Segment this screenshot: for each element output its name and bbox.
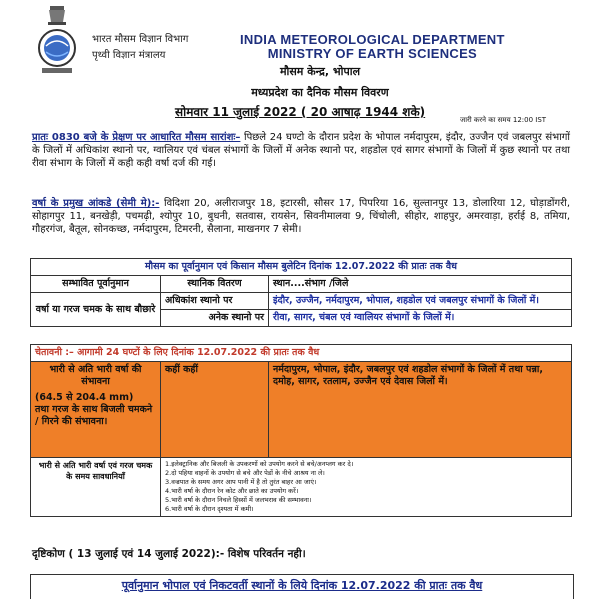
forecast-distribution-2: अनेक स्थानो पर	[161, 310, 269, 327]
english-department-name: INDIA METEOROLOGICAL DEPARTMENT	[240, 32, 505, 47]
weather-summary	[32, 131, 570, 170]
col-header-distribution: स्थानिक वितरण	[161, 276, 269, 293]
col-header-places: स्थान....संभाग /जिले	[269, 276, 572, 293]
forecast-table	[30, 258, 572, 327]
english-ministry-name: MINISTRY OF EARTH SCIENCES	[267, 46, 478, 61]
precaution-item: 1.इलेक्ट्रानिक और बिजली के उपकरणों को उपयोग करने से बचे/अनप्लग कर दे।	[165, 460, 354, 468]
precautions-list	[161, 458, 572, 517]
precaution-item: 2.दो पहिया वाहनों के उपयोग से बचे और पेडों के नीचे आश्रय ना ले।	[165, 469, 325, 477]
warning-extra: तथा गरज के साथ बिजली चमकने / गिरने की संभावना।	[35, 404, 153, 427]
col-header-forecast: सम्भावित पूर्वानुमान	[31, 276, 161, 293]
summary-label: प्रातः 0830 बजे के प्रेक्षण पर आधारित मौसम सारांशः–	[32, 132, 241, 143]
english-department-block	[240, 33, 505, 61]
rainfall-text: विदिशा 20, अलीराजपुर 18, इटारसी, सौसर 17, पिपरिया 16, सुल्तानपुर 13, डोलारिया 12, घोड़ाडोंगरी, सोहागपुर 11, बनखेड़ी, पचमढ़ी, श्योपुर 10, बुधनी, सतवास, रायसेन, सिवनीमालवा 9, चिंचोली, सीहोर, शाहपुर, अमरवाड़ा, हर्राई 8, तमिया, गौहरगंज, बैतूल, सोनकच्छ, नर्मदापुरम, टिमरनी, सैलाना, माखनगर 7 सेमी।	[32, 198, 570, 235]
summary-text: पिछले 24 घण्टो के दौरान प्रदेश के भोपाल नर्मदापुरम, इंदौर, उज्जैन एवं जबलपुर संभागों के जिलों में अधिकांश स्थानो पर, ग्वालियर एवं चंबल संभागों के जिलों में अनेक स्थानो पर, शहडोल एवं सागर संभागों के जिलों में कुछ स्थानो पर तथा रीवा संभाग के जिलों में कही कही वर्षा दर्ज की गई।	[32, 132, 571, 169]
precaution-item: 4.भारी वर्षा के दौरान रेन कोट और छाते का उपयोग करें।	[165, 487, 299, 495]
forecast-phenomenon: वर्षा या गरज चमक के साथ बौछारे	[31, 293, 161, 327]
forecast-title: मौसम का पूर्वानुमान एवं किसान मौसम बुलेटिन दिनांक 12.07.2022 की प्रातः तक वैध	[31, 259, 572, 276]
rainfall-label: वर्षा के प्रमुख आंकडे (सेमी मे):-	[32, 198, 160, 209]
precaution-item: 6.भारी वर्षा के दौरान दृश्यता में कमी।	[165, 505, 254, 513]
hindi-department-block	[92, 32, 188, 64]
warning-places: नर्मदापुरम, भोपाल, इंदौर, जबलपुर एवं शहडोल संभागों के जिलों में तथा पन्ना, दमोह, सागर, रतलाम, उज्जैन एवं देवास जिलों में।	[269, 362, 572, 458]
warning-phenomenon-cell	[31, 362, 161, 458]
warning-range: (64.5 से 204.4 mm)	[35, 392, 134, 403]
issue-time: जारी करने का समय 12:00 IST	[460, 116, 547, 124]
report-title: मध्यप्रदेश का दैनिक मौसम विवरण	[251, 86, 389, 99]
precautions-label: भारी से अति भारी वर्षा एवं गरज चमक के समय सावधानियाँ	[31, 458, 161, 517]
center-name: मौसम केन्द्र, भोपाल	[279, 65, 361, 78]
forecast-distribution-1: अधिकांश स्थानो पर	[161, 293, 269, 310]
precaution-item: 3.वज्रपात के समय अगर आप पानी में है तो तुरंत बाहर आ जाएं।	[165, 478, 317, 486]
outlook-text: दृष्टिकोण ( 13 जुलाई एवं 14 जुलाई 2022):- विशेष परिवर्तन नही।	[32, 548, 306, 560]
bhopal-forecast-title-text: पूर्वानुमान भोपाल एवं निकटवर्ती स्थानों के लिये दिनांक 12.07.2022 की प्रातः तक वैध	[121, 579, 483, 592]
report-date: सोमवार 11 जुलाई 2022 ( 20 आषाढ़ 1944 शके)	[175, 105, 426, 119]
bhopal-forecast-title	[30, 574, 574, 599]
warning-distribution: कहीं कहीं	[161, 362, 269, 458]
forecast-places-1: इंदौर, उज्जैन, नर्मदापुरम, भोपाल, शहडोल एवं जबलपुर संभागों के जिलों में।	[269, 293, 572, 310]
hindi-department-name: भारत मौसम विज्ञान विभाग	[92, 34, 189, 45]
center-block	[200, 65, 440, 100]
forecast-places-2: रीवा, सागर, चंबल एवं ग्वालियर संभागों के जिलों में।	[269, 310, 572, 327]
warning-phenomenon: भारी से अति भारी वर्षा की संभावना	[49, 364, 142, 387]
hindi-ministry-name: पृथ्वी विज्ञान मंत्रालय	[92, 50, 166, 61]
rainfall-figures	[32, 197, 570, 236]
imd-emblem-logo	[32, 4, 82, 76]
warning-table	[30, 344, 572, 517]
precaution-item: 5.भारी वर्षा के दौरान निचले हिस्सों में जलभराव की सम्भावना।	[165, 496, 312, 504]
warning-title: चेतावनी :– आगामी 24 घण्टों के लिए दिनांक 12.07.2022 की प्रातः तक वैध	[31, 345, 572, 362]
